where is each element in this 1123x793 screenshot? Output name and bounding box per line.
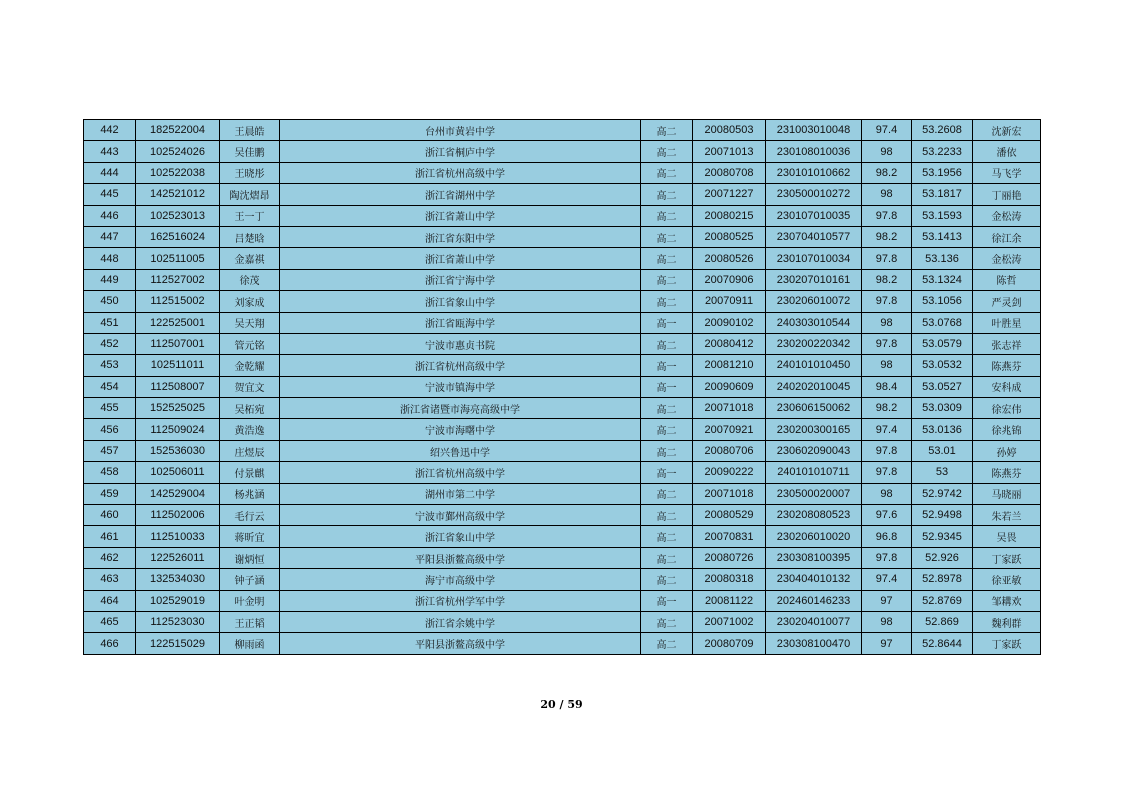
exam-number-cell: 230602090043 — [766, 440, 862, 461]
score-cell: 98.2 — [862, 398, 912, 419]
student-name-cell: 王一丁 — [220, 205, 280, 226]
exam-number-cell: 230500010272 — [766, 184, 862, 205]
table-row — [84, 184, 1041, 205]
birth-date-cell: 20071018 — [693, 483, 766, 504]
student-name-cell: 王正韬 — [220, 611, 280, 632]
teacher-name-cell: 朱若兰 — [973, 505, 1041, 526]
school-cell: 浙江省杭州学军中学 — [280, 590, 641, 611]
grade-cell: 高二 — [641, 398, 693, 419]
grade-cell: 高二 — [641, 526, 693, 547]
teacher-name-cell: 叶胜星 — [973, 312, 1041, 333]
rank-cell: 453 — [84, 355, 136, 376]
teacher-name-cell: 丁丽艳 — [973, 184, 1041, 205]
score-cell: 97.4 — [862, 120, 912, 141]
student-name-cell: 管元铭 — [220, 333, 280, 354]
grade-cell: 高二 — [641, 120, 693, 141]
grade-cell: 高二 — [641, 505, 693, 526]
table-row — [84, 269, 1041, 290]
exam-number-cell: 230500020007 — [766, 483, 862, 504]
total-score-cell: 53.0768 — [912, 312, 973, 333]
total-score-cell: 53.2608 — [912, 120, 973, 141]
teacher-name-cell: 徐亚敏 — [973, 569, 1041, 590]
student-id-cell: 152525025 — [136, 398, 220, 419]
grade-cell: 高二 — [641, 291, 693, 312]
student-id-cell: 182522004 — [136, 120, 220, 141]
table-row — [84, 141, 1041, 162]
rank-cell: 464 — [84, 590, 136, 611]
score-cell: 97.8 — [862, 248, 912, 269]
birth-date-cell: 20090102 — [693, 312, 766, 333]
student-name-cell: 贺宜文 — [220, 376, 280, 397]
student-name-cell: 付景麒 — [220, 462, 280, 483]
student-name-cell: 黄浩逸 — [220, 419, 280, 440]
student-name-cell: 叶金明 — [220, 590, 280, 611]
student-name-cell: 金嘉祺 — [220, 248, 280, 269]
birth-date-cell: 20080526 — [693, 248, 766, 269]
school-cell: 绍兴鲁迅中学 — [280, 440, 641, 461]
table-row — [84, 226, 1041, 247]
rank-cell: 459 — [84, 483, 136, 504]
exam-number-cell: 230404010132 — [766, 569, 862, 590]
student-id-cell: 122526011 — [136, 547, 220, 568]
rank-cell: 451 — [84, 312, 136, 333]
school-cell: 宁波市惠贞书院 — [280, 333, 641, 354]
exam-number-cell: 230107010034 — [766, 248, 862, 269]
table-row — [84, 419, 1041, 440]
rank-cell: 460 — [84, 505, 136, 526]
teacher-name-cell: 陈哲 — [973, 269, 1041, 290]
total-score-cell: 53.0136 — [912, 419, 973, 440]
total-score-cell: 53.1324 — [912, 269, 973, 290]
school-cell: 浙江省杭州高级中学 — [280, 462, 641, 483]
student-name-cell: 吴佳鹏 — [220, 141, 280, 162]
table-row — [84, 440, 1041, 461]
student-name-cell: 杨兆涵 — [220, 483, 280, 504]
table-row — [84, 505, 1041, 526]
student-name-cell: 谢炳恒 — [220, 547, 280, 568]
total-score-cell: 52.8978 — [912, 569, 973, 590]
student-id-cell: 142521012 — [136, 184, 220, 205]
school-cell: 宁波市鄞州高级中学 — [280, 505, 641, 526]
birth-date-cell: 20080706 — [693, 440, 766, 461]
total-score-cell: 52.9345 — [912, 526, 973, 547]
grade-cell: 高二 — [641, 205, 693, 226]
table-row — [84, 376, 1041, 397]
student-id-cell: 112515002 — [136, 291, 220, 312]
school-cell: 浙江省余姚中学 — [280, 611, 641, 632]
rank-cell: 465 — [84, 611, 136, 632]
rank-cell: 450 — [84, 291, 136, 312]
birth-date-cell: 20080412 — [693, 333, 766, 354]
score-cell: 98 — [862, 483, 912, 504]
student-name-cell: 吴天翔 — [220, 312, 280, 333]
teacher-name-cell: 吴畏 — [973, 526, 1041, 547]
score-cell: 98 — [862, 184, 912, 205]
total-score-cell: 52.869 — [912, 611, 973, 632]
table-row — [84, 312, 1041, 333]
student-id-cell: 102524026 — [136, 141, 220, 162]
birth-date-cell: 20071002 — [693, 611, 766, 632]
teacher-name-cell: 魏利群 — [973, 611, 1041, 632]
grade-cell: 高一 — [641, 590, 693, 611]
birth-date-cell: 20090222 — [693, 462, 766, 483]
exam-number-cell: 230308100470 — [766, 633, 862, 654]
results-table — [83, 119, 1041, 655]
grade-cell: 高一 — [641, 355, 693, 376]
total-score-cell: 52.9498 — [912, 505, 973, 526]
rank-cell: 458 — [84, 462, 136, 483]
student-id-cell: 102511011 — [136, 355, 220, 376]
grade-cell: 高二 — [641, 419, 693, 440]
rank-cell: 461 — [84, 526, 136, 547]
total-score-cell: 53.1817 — [912, 184, 973, 205]
total-score-cell: 53.0532 — [912, 355, 973, 376]
exam-number-cell: 240202010045 — [766, 376, 862, 397]
score-cell: 97.4 — [862, 419, 912, 440]
teacher-name-cell: 丁家跃 — [973, 633, 1041, 654]
grade-cell: 高二 — [641, 547, 693, 568]
score-cell: 98.4 — [862, 376, 912, 397]
exam-number-cell: 230200300165 — [766, 419, 862, 440]
birth-date-cell: 20080215 — [693, 205, 766, 226]
score-cell: 98 — [862, 312, 912, 333]
score-cell: 98.2 — [862, 269, 912, 290]
student-id-cell: 112523030 — [136, 611, 220, 632]
rank-cell: 455 — [84, 398, 136, 419]
student-id-cell: 142529004 — [136, 483, 220, 504]
exam-number-cell: 230200220342 — [766, 333, 862, 354]
school-cell: 浙江省杭州高级中学 — [280, 355, 641, 376]
student-id-cell: 112509024 — [136, 419, 220, 440]
student-id-cell: 112502006 — [136, 505, 220, 526]
rank-cell: 466 — [84, 633, 136, 654]
exam-number-cell: 240101010450 — [766, 355, 862, 376]
rank-cell: 442 — [84, 120, 136, 141]
total-score-cell: 53.2233 — [912, 141, 973, 162]
teacher-name-cell: 陈燕芬 — [973, 462, 1041, 483]
birth-date-cell: 20080709 — [693, 633, 766, 654]
teacher-name-cell: 张志祥 — [973, 333, 1041, 354]
school-cell: 浙江省瓯海中学 — [280, 312, 641, 333]
student-name-cell: 吕楚晗 — [220, 226, 280, 247]
birth-date-cell: 20080726 — [693, 547, 766, 568]
exam-number-cell: 230107010035 — [766, 205, 862, 226]
student-id-cell: 112507001 — [136, 333, 220, 354]
school-cell: 海宁市高级中学 — [280, 569, 641, 590]
score-cell: 97.8 — [862, 440, 912, 461]
student-id-cell: 112527002 — [136, 269, 220, 290]
teacher-name-cell: 邹耩欢 — [973, 590, 1041, 611]
exam-number-cell: 231003010048 — [766, 120, 862, 141]
total-score-cell: 53.0579 — [912, 333, 973, 354]
total-score-cell: 53.0527 — [912, 376, 973, 397]
score-cell: 97 — [862, 590, 912, 611]
teacher-name-cell: 陈燕芬 — [973, 355, 1041, 376]
birth-date-cell: 20081210 — [693, 355, 766, 376]
score-cell: 97.8 — [862, 462, 912, 483]
teacher-name-cell: 马晓丽 — [973, 483, 1041, 504]
rank-cell: 462 — [84, 547, 136, 568]
school-cell: 浙江省象山中学 — [280, 526, 641, 547]
grade-cell: 高二 — [641, 141, 693, 162]
grade-cell: 高二 — [641, 440, 693, 461]
rank-cell: 456 — [84, 419, 136, 440]
birth-date-cell: 20070911 — [693, 291, 766, 312]
score-cell: 96.8 — [862, 526, 912, 547]
exam-number-cell: 202460146233 — [766, 590, 862, 611]
school-cell: 宁波市海曙中学 — [280, 419, 641, 440]
total-score-cell: 52.8644 — [912, 633, 973, 654]
school-cell: 浙江省桐庐中学 — [280, 141, 641, 162]
table-row — [84, 526, 1041, 547]
school-cell: 平阳县浙鳌高级中学 — [280, 633, 641, 654]
grade-cell: 高一 — [641, 462, 693, 483]
school-cell: 平阳县浙鳌高级中学 — [280, 547, 641, 568]
score-cell: 98.2 — [862, 162, 912, 183]
exam-number-cell: 230208080523 — [766, 505, 862, 526]
rank-cell: 443 — [84, 141, 136, 162]
student-name-cell: 庄煜辰 — [220, 440, 280, 461]
grade-cell: 高二 — [641, 162, 693, 183]
teacher-name-cell: 潘依 — [973, 141, 1041, 162]
school-cell: 宁波市镇海中学 — [280, 376, 641, 397]
birth-date-cell: 20071013 — [693, 141, 766, 162]
teacher-name-cell: 徐江余 — [973, 226, 1041, 247]
teacher-name-cell: 马飞学 — [973, 162, 1041, 183]
birth-date-cell: 20071227 — [693, 184, 766, 205]
exam-number-cell: 240101010711 — [766, 462, 862, 483]
student-name-cell: 吴柘宛 — [220, 398, 280, 419]
grade-cell: 高二 — [641, 611, 693, 632]
student-name-cell: 钟子涵 — [220, 569, 280, 590]
table-row — [84, 333, 1041, 354]
rank-cell: 447 — [84, 226, 136, 247]
score-cell: 98 — [862, 355, 912, 376]
student-name-cell: 王晓彤 — [220, 162, 280, 183]
grade-cell: 高二 — [641, 569, 693, 590]
student-name-cell: 王晨皓 — [220, 120, 280, 141]
score-cell: 97 — [862, 633, 912, 654]
birth-date-cell: 20080525 — [693, 226, 766, 247]
school-cell: 浙江省诸暨市海亮高级中学 — [280, 398, 641, 419]
teacher-name-cell: 安科成 — [973, 376, 1041, 397]
school-cell: 浙江省湖州中学 — [280, 184, 641, 205]
rank-cell: 454 — [84, 376, 136, 397]
teacher-name-cell: 徐兆锦 — [973, 419, 1041, 440]
student-name-cell: 毛行云 — [220, 505, 280, 526]
teacher-name-cell: 徐宏伟 — [973, 398, 1041, 419]
total-score-cell: 53.1413 — [912, 226, 973, 247]
score-cell: 98 — [862, 141, 912, 162]
rank-cell: 446 — [84, 205, 136, 226]
score-cell: 97.8 — [862, 205, 912, 226]
student-name-cell: 金乾耀 — [220, 355, 280, 376]
total-score-cell: 52.8769 — [912, 590, 973, 611]
student-name-cell: 刘家成 — [220, 291, 280, 312]
student-id-cell: 102522038 — [136, 162, 220, 183]
rank-cell: 449 — [84, 269, 136, 290]
rank-cell: 452 — [84, 333, 136, 354]
score-cell: 97.8 — [862, 291, 912, 312]
birth-date-cell: 20081122 — [693, 590, 766, 611]
total-score-cell: 53.01 — [912, 440, 973, 461]
table-row — [84, 547, 1041, 568]
table-row — [84, 355, 1041, 376]
student-id-cell: 132534030 — [136, 569, 220, 590]
teacher-name-cell: 金松涛 — [973, 205, 1041, 226]
exam-number-cell: 230206010020 — [766, 526, 862, 547]
score-cell: 97.4 — [862, 569, 912, 590]
teacher-name-cell: 丁家跃 — [973, 547, 1041, 568]
grade-cell: 高一 — [641, 376, 693, 397]
grade-cell: 高二 — [641, 269, 693, 290]
birth-date-cell: 20080529 — [693, 505, 766, 526]
birth-date-cell: 20071018 — [693, 398, 766, 419]
exam-number-cell: 230207010161 — [766, 269, 862, 290]
total-score-cell: 53.136 — [912, 248, 973, 269]
table-row — [84, 483, 1041, 504]
grade-cell: 高二 — [641, 248, 693, 269]
school-cell: 浙江省东阳中学 — [280, 226, 641, 247]
student-name-cell: 徐茂 — [220, 269, 280, 290]
teacher-name-cell: 沈新宏 — [973, 120, 1041, 141]
student-name-cell: 蒋昕宜 — [220, 526, 280, 547]
school-cell: 台州市黄岩中学 — [280, 120, 641, 141]
table-row — [84, 569, 1041, 590]
school-cell: 浙江省萧山中学 — [280, 205, 641, 226]
table-row — [84, 611, 1041, 632]
student-id-cell: 152536030 — [136, 440, 220, 461]
student-name-cell: 陶沈熠昂 — [220, 184, 280, 205]
score-cell: 97.8 — [862, 333, 912, 354]
score-cell: 98.2 — [862, 226, 912, 247]
birth-date-cell: 20080318 — [693, 569, 766, 590]
student-id-cell: 122515029 — [136, 633, 220, 654]
birth-date-cell: 20090609 — [693, 376, 766, 397]
grade-cell: 高二 — [641, 483, 693, 504]
birth-date-cell: 20080503 — [693, 120, 766, 141]
exam-number-cell: 230206010072 — [766, 291, 862, 312]
exam-number-cell: 240303010544 — [766, 312, 862, 333]
school-cell: 浙江省宁海中学 — [280, 269, 641, 290]
grade-cell: 高二 — [641, 333, 693, 354]
exam-number-cell: 230101010662 — [766, 162, 862, 183]
total-score-cell: 53.0309 — [912, 398, 973, 419]
score-cell: 97.8 — [862, 547, 912, 568]
rank-cell: 444 — [84, 162, 136, 183]
rank-cell: 457 — [84, 440, 136, 461]
exam-number-cell: 230308100395 — [766, 547, 862, 568]
exam-number-cell: 230204010077 — [766, 611, 862, 632]
rank-cell: 448 — [84, 248, 136, 269]
exam-number-cell: 230704010577 — [766, 226, 862, 247]
student-id-cell: 102529019 — [136, 590, 220, 611]
rank-cell: 463 — [84, 569, 136, 590]
page-number: 20 / 59 — [540, 698, 583, 711]
table-row — [84, 462, 1041, 483]
student-id-cell: 102523013 — [136, 205, 220, 226]
grade-cell: 高二 — [641, 226, 693, 247]
birth-date-cell: 20070831 — [693, 526, 766, 547]
teacher-name-cell: 严灵剑 — [973, 291, 1041, 312]
teacher-name-cell: 金松涛 — [973, 248, 1041, 269]
birth-date-cell: 20070921 — [693, 419, 766, 440]
table-row — [84, 248, 1041, 269]
school-cell: 浙江省萧山中学 — [280, 248, 641, 269]
table-row — [84, 120, 1041, 141]
table-row — [84, 398, 1041, 419]
total-score-cell: 53 — [912, 462, 973, 483]
exam-number-cell: 230606150062 — [766, 398, 862, 419]
grade-cell: 高二 — [641, 633, 693, 654]
exam-number-cell: 230108010036 — [766, 141, 862, 162]
total-score-cell: 53.1056 — [912, 291, 973, 312]
table-row — [84, 291, 1041, 312]
birth-date-cell: 20070906 — [693, 269, 766, 290]
rank-cell: 445 — [84, 184, 136, 205]
student-id-cell: 112508007 — [136, 376, 220, 397]
score-cell: 97.6 — [862, 505, 912, 526]
teacher-name-cell: 孙婷 — [973, 440, 1041, 461]
total-score-cell: 53.1956 — [912, 162, 973, 183]
student-id-cell: 112510033 — [136, 526, 220, 547]
table-row — [84, 162, 1041, 183]
birth-date-cell: 20080708 — [693, 162, 766, 183]
student-id-cell: 162516024 — [136, 226, 220, 247]
table-body — [84, 120, 1041, 655]
student-id-cell: 102506011 — [136, 462, 220, 483]
score-cell: 98 — [862, 611, 912, 632]
grade-cell: 高二 — [641, 184, 693, 205]
school-cell: 湖州市第二中学 — [280, 483, 641, 504]
student-name-cell: 柳雨函 — [220, 633, 280, 654]
grade-cell: 高一 — [641, 312, 693, 333]
table-row — [84, 205, 1041, 226]
school-cell: 浙江省杭州高级中学 — [280, 162, 641, 183]
student-id-cell: 122525001 — [136, 312, 220, 333]
total-score-cell: 52.926 — [912, 547, 973, 568]
student-id-cell: 102511005 — [136, 248, 220, 269]
table-row — [84, 590, 1041, 611]
total-score-cell: 53.1593 — [912, 205, 973, 226]
school-cell: 浙江省象山中学 — [280, 291, 641, 312]
total-score-cell: 52.9742 — [912, 483, 973, 504]
table-row — [84, 633, 1041, 654]
